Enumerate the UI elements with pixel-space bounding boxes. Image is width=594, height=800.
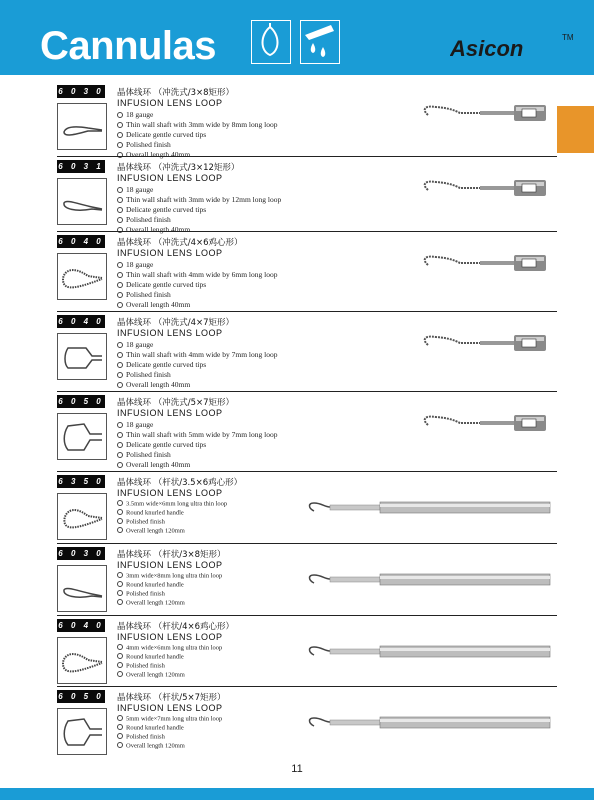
spec-text: 4mm wide×6mm long ultra thin loop: [126, 644, 223, 652]
knurled-handle-instrument-image: [300, 475, 560, 545]
bullet-icon: [117, 207, 123, 213]
spec-item: [117, 360, 277, 370]
spec-item: [117, 420, 277, 430]
spec-text: Overall length 120mm: [126, 599, 185, 607]
spec-text: Polished finish: [126, 518, 165, 526]
bullet-icon: [117, 442, 123, 448]
bullet-icon: [117, 187, 123, 193]
bullet-icon: [117, 292, 123, 298]
spec-text: 5mm wide×7mm long ultra thin loop: [126, 715, 223, 723]
spec-text: Overall length 40mm: [126, 150, 191, 159]
spec-list: [117, 572, 222, 608]
product-name-chinese: 晶体线环 （冲洗式/4×7矩形）: [117, 318, 235, 328]
loop-thumbnail: [57, 413, 107, 460]
bullet-icon: [117, 352, 123, 358]
brand-logo: [450, 28, 580, 68]
bullet-icon: [117, 518, 123, 524]
loop-tool-icon: [251, 20, 291, 64]
product-code: 6 0 4 0: [58, 621, 104, 630]
spec-item: [117, 450, 277, 460]
spec-item: [117, 300, 277, 310]
bullet-icon: [117, 372, 123, 378]
spec-item: [117, 140, 277, 150]
product-name-chinese: 晶体线环 （杆状/4×6鸡心形）: [117, 622, 235, 632]
page-header: [0, 0, 594, 75]
spec-item: [117, 260, 277, 270]
spec-item: [117, 662, 222, 671]
spec-text: Round knurled handle: [126, 724, 184, 732]
spec-list: [117, 715, 222, 751]
row-divider: [57, 156, 557, 157]
spec-text: Overall length 40mm: [126, 225, 191, 234]
footer-bar: [0, 788, 594, 800]
cannula-image: [300, 160, 560, 230]
spec-item: [117, 742, 222, 751]
spec-list: [117, 340, 277, 390]
bullet-icon: [117, 653, 123, 659]
spec-item: [117, 380, 277, 390]
spec-item: [117, 370, 277, 380]
spec-text: Delicate gentle curved tips: [126, 205, 207, 214]
spec-text: Overall length 40mm: [126, 460, 191, 469]
spec-item: [117, 440, 277, 450]
product-name-english: INFUSION LENS LOOP: [117, 408, 223, 418]
row-divider: [57, 391, 557, 392]
row-divider: [57, 311, 557, 312]
product-name-english: INFUSION LENS LOOP: [117, 703, 223, 713]
row-divider: [57, 543, 557, 544]
spec-item: [117, 110, 277, 120]
spec-item: [117, 290, 277, 300]
spec-text: Delicate gentle curved tips: [126, 360, 207, 369]
brand-name: Asicon: [450, 36, 524, 61]
bullet-icon: [117, 599, 123, 605]
spec-text: Polished finish: [126, 590, 165, 598]
spec-text: Round knurled handle: [126, 581, 184, 589]
spec-item: [117, 527, 227, 536]
bullet-icon: [117, 527, 123, 533]
spec-text: Polished finish: [126, 290, 171, 299]
spec-text: 18 gauge: [126, 185, 154, 194]
bullet-icon: [117, 742, 123, 748]
spec-item: [117, 430, 277, 440]
spec-list: [117, 110, 277, 160]
page-number: 11: [291, 763, 303, 775]
loop-thumbnail: [57, 103, 107, 150]
bullet-icon: [117, 581, 123, 587]
spec-text: Thin wall shaft with 3mm wide by 12mm long loop: [126, 195, 282, 204]
spec-text: Overall length 40mm: [126, 380, 191, 389]
spec-text: Round knurled handle: [126, 509, 184, 517]
spec-list: [117, 500, 227, 536]
bullet-icon: [117, 217, 123, 223]
spec-item: [117, 509, 227, 518]
spec-text: Polished finish: [126, 662, 165, 670]
spec-text: 18 gauge: [126, 260, 154, 269]
product-name-english: INFUSION LENS LOOP: [117, 488, 223, 498]
bullet-icon: [117, 671, 123, 677]
spec-text: Polished finish: [126, 450, 171, 459]
bullet-icon: [117, 500, 123, 506]
product-name-chinese: 晶体线环 （冲洗式/3×12矩形）: [117, 163, 240, 173]
bullet-icon: [117, 262, 123, 268]
spec-item: [117, 150, 277, 160]
product-name-chinese: 晶体线环 （杆状/3×8矩形）: [117, 550, 226, 560]
spec-text: 18 gauge: [126, 340, 154, 349]
product-code: 6 0 4 0: [58, 237, 104, 246]
loop-thumbnail: [57, 708, 107, 755]
spec-text: Thin wall shaft with 4mm wide by 6mm long loop: [126, 270, 278, 279]
spec-item: [117, 644, 222, 653]
spec-text: Thin wall shaft with 3mm wide by 8mm long loop: [126, 120, 278, 129]
cannula-image: [300, 315, 560, 385]
spec-text: Overall length 120mm: [126, 742, 185, 750]
spec-text: Thin wall shaft with 5mm wide by 7mm long loop: [126, 430, 278, 439]
spec-item: [117, 195, 281, 205]
cannula-image: [300, 235, 560, 305]
loop-thumbnail: [57, 637, 107, 684]
spec-item: [117, 599, 222, 608]
bullet-icon: [117, 197, 123, 203]
product-code: 6 0 3 0: [58, 87, 104, 96]
spec-item: [117, 715, 222, 724]
bullet-icon: [117, 572, 123, 578]
knurled-handle-instrument-image: [300, 547, 560, 617]
bullet-icon: [117, 644, 123, 650]
bullet-icon: [117, 733, 123, 739]
bullet-icon: [117, 272, 123, 278]
spec-item: [117, 120, 277, 130]
spec-text: Overall length 40mm: [126, 300, 191, 309]
spec-text: Delicate gentle curved tips: [126, 130, 207, 139]
spec-item: [117, 130, 277, 140]
product-name-english: INFUSION LENS LOOP: [117, 328, 223, 338]
bullet-icon: [117, 362, 123, 368]
bullet-icon: [117, 462, 123, 468]
bullet-icon: [117, 662, 123, 668]
product-code: 6 0 5 0: [58, 397, 104, 406]
cannula-image: [300, 395, 560, 465]
spec-text: Polished finish: [126, 370, 171, 379]
spec-item: [117, 225, 281, 235]
trademark-mark: TM: [562, 33, 574, 42]
product-name-english: INFUSION LENS LOOP: [117, 632, 223, 642]
spec-item: [117, 280, 277, 290]
spec-text: Round knurled handle: [126, 653, 184, 661]
bullet-icon: [117, 282, 123, 288]
product-name-english: INFUSION LENS LOOP: [117, 98, 223, 108]
bullet-icon: [117, 715, 123, 721]
bullet-icon: [117, 724, 123, 730]
page-title: Cannulas: [40, 24, 217, 68]
cannula-image: [300, 85, 560, 155]
spec-item: [117, 581, 222, 590]
spec-item: [117, 215, 281, 225]
bullet-icon: [117, 342, 123, 348]
spec-item: [117, 724, 222, 733]
product-name-english: INFUSION LENS LOOP: [117, 173, 223, 183]
product-name-english: INFUSION LENS LOOP: [117, 248, 223, 258]
spec-item: [117, 185, 281, 195]
loop-thumbnail: [57, 493, 107, 540]
product-name-chinese: 晶体线环 （杆状/5×7矩形）: [117, 693, 226, 703]
irrigation-drops-icon: [300, 20, 340, 64]
product-name-chinese: 晶体线环 （冲洗式/4×6鸡心形）: [117, 238, 243, 248]
row-divider: [57, 686, 557, 687]
product-name-chinese: 晶体线环 （冲洗式/5×7矩形）: [117, 398, 235, 408]
bullet-icon: [117, 509, 123, 515]
spec-item: [117, 572, 222, 581]
spec-text: 3.5mm wide×6mm long ultra thin loop: [126, 500, 228, 508]
spec-text: Thin wall shaft with 4mm wide by 7mm long loop: [126, 350, 278, 359]
spec-list: [117, 644, 222, 680]
bullet-icon: [117, 422, 123, 428]
product-name-english: INFUSION LENS LOOP: [117, 560, 223, 570]
spec-item: [117, 460, 277, 470]
row-divider: [57, 471, 557, 472]
spec-item: [117, 733, 222, 742]
knurled-handle-instrument-image: [300, 690, 560, 760]
spec-item: [117, 270, 277, 280]
bullet-icon: [117, 132, 123, 138]
bullet-icon: [117, 452, 123, 458]
loop-thumbnail: [57, 565, 107, 612]
spec-item: [117, 671, 222, 680]
spec-item: [117, 205, 281, 215]
spec-text: Polished finish: [126, 733, 165, 741]
spec-item: [117, 340, 277, 350]
spec-text: Delicate gentle curved tips: [126, 280, 207, 289]
spec-list: [117, 185, 281, 235]
product-code: 6 0 3 1: [58, 162, 104, 171]
spec-text: Overall length 120mm: [126, 671, 185, 679]
spec-text: 18 gauge: [126, 110, 154, 119]
product-name-chinese: 晶体线环 （杆状/3.5×6鸡心形）: [117, 478, 243, 488]
spec-text: Polished finish: [126, 215, 171, 224]
product-name-chinese: 晶体线环 （冲洗式/3×8矩形）: [117, 88, 235, 98]
product-code: 6 0 3 0: [58, 549, 104, 558]
bullet-icon: [117, 382, 123, 388]
spec-item: [117, 653, 222, 662]
spec-text: 3mm wide×8mm long ultra thin loop: [126, 572, 223, 580]
spec-item: [117, 590, 222, 599]
spec-text: Delicate gentle curved tips: [126, 440, 207, 449]
spec-item: [117, 500, 227, 509]
spec-text: Overall length 120mm: [126, 527, 185, 535]
loop-thumbnail: [57, 253, 107, 300]
product-code: 6 0 4 0: [58, 317, 104, 326]
spec-list: [117, 420, 277, 470]
bullet-icon: [117, 432, 123, 438]
bullet-icon: [117, 142, 123, 148]
knurled-handle-instrument-image: [300, 619, 560, 689]
spec-text: 18 gauge: [126, 420, 154, 429]
row-divider: [57, 231, 557, 232]
bullet-icon: [117, 302, 123, 308]
row-divider: [57, 615, 557, 616]
loop-thumbnail: [57, 178, 107, 225]
spec-item: [117, 518, 227, 527]
bullet-icon: [117, 122, 123, 128]
section-tab: [557, 106, 594, 153]
bullet-icon: [117, 590, 123, 596]
bullet-icon: [117, 112, 123, 118]
spec-text: Polished finish: [126, 140, 171, 149]
spec-list: [117, 260, 277, 310]
product-code: 6 0 5 0: [58, 692, 104, 701]
product-code: 6 3 5 0: [58, 477, 104, 486]
loop-thumbnail: [57, 333, 107, 380]
spec-item: [117, 350, 277, 360]
